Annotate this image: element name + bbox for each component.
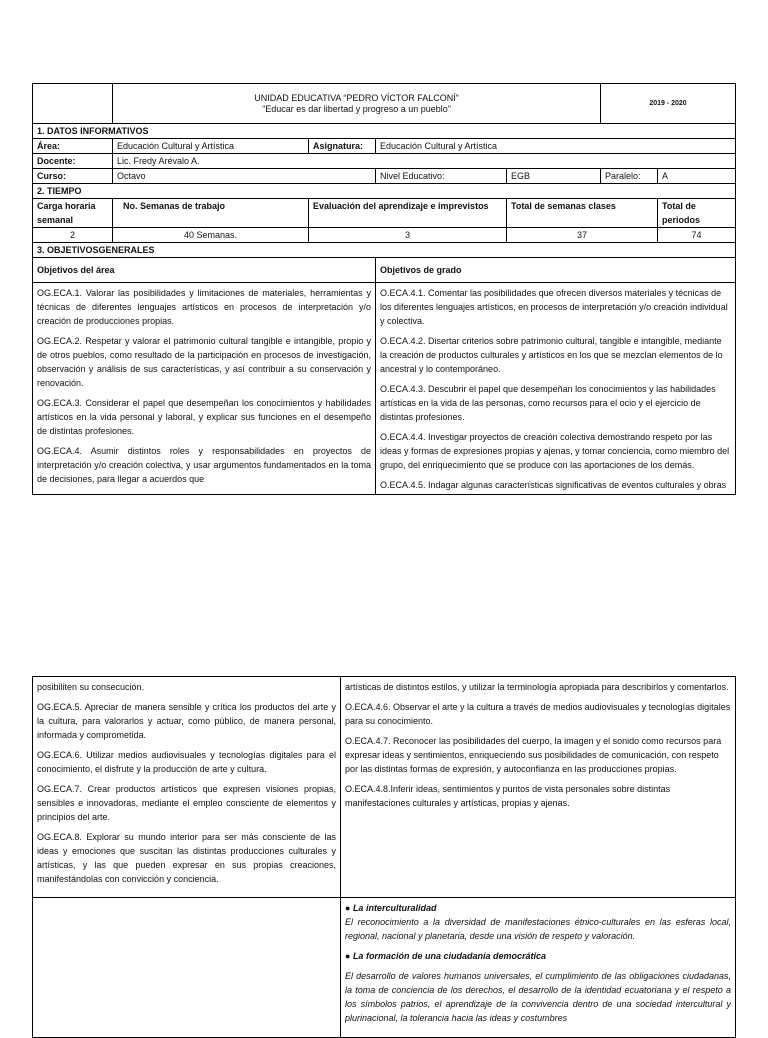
tiempo-value-evaluacion: 3	[309, 228, 507, 243]
school-motto: “Educar es dar libertad y progreso a un pueblo”	[262, 103, 451, 114]
nivel-value: EGB	[507, 169, 601, 184]
tiempo-value-semanas: 40 Semanas.	[113, 228, 309, 243]
ejes-transversales-cell	[341, 898, 736, 1038]
bullet-icon: ●	[345, 951, 353, 961]
tiempo-value-carga: 2	[33, 228, 113, 243]
eje-ciudadania-text: El desarrollo de valores humanos universales, el cumplimiento de las obligaciones ciudadanas, la toma de conciencia de los derechos, el desarrollo de la identidad ecuatoriana y el respeto a los símbolos patrios, el aprendizaje de la convivencia dentro de una sociedad intercultural y plurinacional, la tolerancia hacia las ideas y costumbres	[345, 971, 731, 1023]
nivel-label: Nivel Educativo:	[376, 169, 507, 184]
objetivos-area-list-cont	[33, 677, 341, 898]
objetivos-area-header: Objetivos del área	[33, 258, 376, 283]
objetivos-grado-list	[376, 283, 736, 495]
objetivo-area-item: OG.ECA.4. Asumir distintos roles y responsabilidades en proyectos de interpretación y/o creación colectiva, y usar argumentos fundamentados en la toma de decisiones, para llegar a acuerdos que	[37, 446, 371, 484]
area-label: Área:	[33, 139, 113, 154]
tiempo-header-total-semanas: Total de semanas clases	[507, 199, 658, 228]
objetivo-grado-item: O.ECA.4.2. Disertar criterios sobre patrimonio cultural, tangible e intangible, mediante la creación de productos culturales y artísticos en los que se mezclan elementos de lo ancestral y lo contemporáneo.	[380, 336, 723, 374]
objetivo-area-item: OG.ECA.6. Utilizar medios audiovisuales y tecnologías digitales para el conocimiento, el disfrute y la producción de arte y cultura.	[37, 750, 336, 774]
objetivo-grado-item: O.ECA.4.4. Investigar proyectos de creación colectiva demostrando respeto por las ideas y formas de expresiones propias y ajenas, y tomar conciencia, como miembro del grupo, del enriquecimiento que se produce con las aportaciones de los demás.	[380, 432, 730, 470]
tiempo-value-total-periodos: 74	[658, 228, 736, 243]
objetivo-grado-item: O.ECA.4.5. Indagar algunas características significativas de eventos culturales y obras	[380, 480, 727, 490]
objetivo-area-item: posibiliten su consecución.	[37, 682, 145, 692]
objetivo-area-item: OG.ECA.7. Crear productos artísticos que expresen visiones propias, sensibles e innovadoras, mediante el empleo consciente de elementos y principios del arte.	[37, 784, 336, 822]
document-page-1	[32, 83, 735, 495]
eje-interculturalidad-title: ● La interculturalidad	[345, 903, 437, 913]
objetivo-area-item: OG.ECA.1. Valorar las posibilidades y limitaciones de materiales, herramientas y técnicas de diferentes lenguajes artísticos en procesos de interpretación y/o creación de producciones propias.	[37, 288, 371, 326]
objetivo-grado-item: O.ECA.4.7. Reconocer las posibilidades del cuerpo, la imagen y el sonido como recursos para expresar ideas y sentimientos, enriqueciendo sus posibilidades de comunicación, con respeto por las distintas formas de expresión, y autoconfianza en las producciones propias.	[345, 736, 722, 774]
bullet-icon: ●	[345, 903, 353, 913]
curso-label: Curso:	[33, 169, 113, 184]
plan-table-continued	[32, 676, 736, 1038]
section-title-datos: 1. DATOS INFORMATIVOS	[33, 124, 736, 139]
plan-table	[32, 83, 736, 495]
objetivo-area-item: OG.ECA.8. Explorar su mundo interior para ser más consciente de las ideas y emociones que suscitan las distintas producciones culturales y artísticas, y las que pueden expresar en sus propias creaciones, manifestándolas con convicción y conciencia.	[37, 832, 336, 884]
school-header	[113, 84, 601, 124]
area-value: Educación Cultural y Artística	[113, 139, 309, 154]
tiempo-header-evaluacion: Evaluación del aprendizaje e imprevistos	[309, 199, 507, 228]
objetivos-grado-header: Objetivos de grado	[376, 258, 736, 283]
objetivo-grado-item: artísticas de distintos estilos, y utilizar la terminología apropiada para describirlos y comentarlos.	[345, 682, 729, 692]
paralelo-label: Paralelo:	[601, 169, 658, 184]
tiempo-header-semanas: No. Semanas de trabajo	[113, 199, 309, 228]
eje-ciudadania-title: ● La formación de una ciudadanía democrática	[345, 951, 546, 961]
asignatura-value: Educación Cultural y Artística	[376, 139, 736, 154]
objetivo-grado-item: O.ECA.4.1. Comentar las posibilidades que ofrecen diversos materiales y técnicas de los diferentes lenguajes artísticos, en procesos de interpretación y/o creación individual y colectiva.	[380, 288, 728, 326]
tiempo-header-total-periodos: Total de periodos	[658, 199, 736, 228]
objetivo-grado-item: O.ECA.4.8.Inferir ideas, sentimientos y puntos de vista personales sobre distintas manifestaciones culturales y artísticas, propias y ajenas.	[345, 784, 671, 808]
section-title-tiempo: 2. TIEMPO	[33, 184, 736, 199]
logo-cell	[33, 84, 113, 124]
paralelo-value: A	[658, 169, 736, 184]
objetivos-area-list	[33, 283, 376, 495]
objetivos-grado-list-cont	[341, 677, 736, 898]
school-year: 2019 - 2020	[601, 84, 736, 124]
objetivo-grado-item: O.ECA.4.6. Observar el arte y la cultura a través de medios audiovisuales y tecnologías digitales para su conocimiento.	[345, 702, 731, 726]
docente-value: Lic. Fredy Arévalo A.	[113, 154, 736, 169]
eje-interculturalidad-text: El reconocimiento a la diversidad de manifestaciones étnico-culturales en las esferas local, regional, nacional y planetaria, desde una visión de respeto y valoración.	[345, 917, 731, 941]
document-page-2	[32, 676, 735, 1038]
ejes-empty-cell	[33, 898, 341, 1038]
docente-label: Docente:	[33, 154, 113, 169]
section-title-objetivos: 3. OBJETIVOSGENERALES	[33, 243, 736, 258]
curso-value: Octavo	[113, 169, 376, 184]
objetivo-area-item: OG.ECA.5. Apreciar de manera sensible y crítica los productos del arte y la cultura, para valorarlos y actuar, como público, de manera personal, informada y comprometida.	[37, 702, 336, 740]
objetivo-area-item: OG.ECA.2. Respetar y valorar el patrimonio cultural tangible e intangible, propio y de otros pueblos, como resultado de la participación en procesos de investigación, observación y análisis de sus características, y así contribuir a su conservación y renovación.	[37, 336, 371, 388]
tiempo-header-carga: Carga horaria semanal	[33, 199, 113, 228]
objetivo-grado-item: O.ECA.4.3. Descubrir el papel que desempeñan los conocimientos y las habilidades artísticas en la vida de las personas, como recursos para el ocio y el ejercicio de distintas profesiones.	[380, 384, 716, 422]
school-name: UNIDAD EDUCATIVA “PEDRO VÍCTOR FALCONÍ”	[254, 92, 459, 103]
objetivo-area-item: OG.ECA.3. Considerar el papel que desempeñan los conocimientos y habilidades artísticos en la vida personal y laboral, y explicar sus funciones en el desempeño de distintas profesiones.	[37, 398, 371, 436]
tiempo-value-total-semanas: 37	[507, 228, 658, 243]
asignatura-label: Asignatura:	[309, 139, 376, 154]
